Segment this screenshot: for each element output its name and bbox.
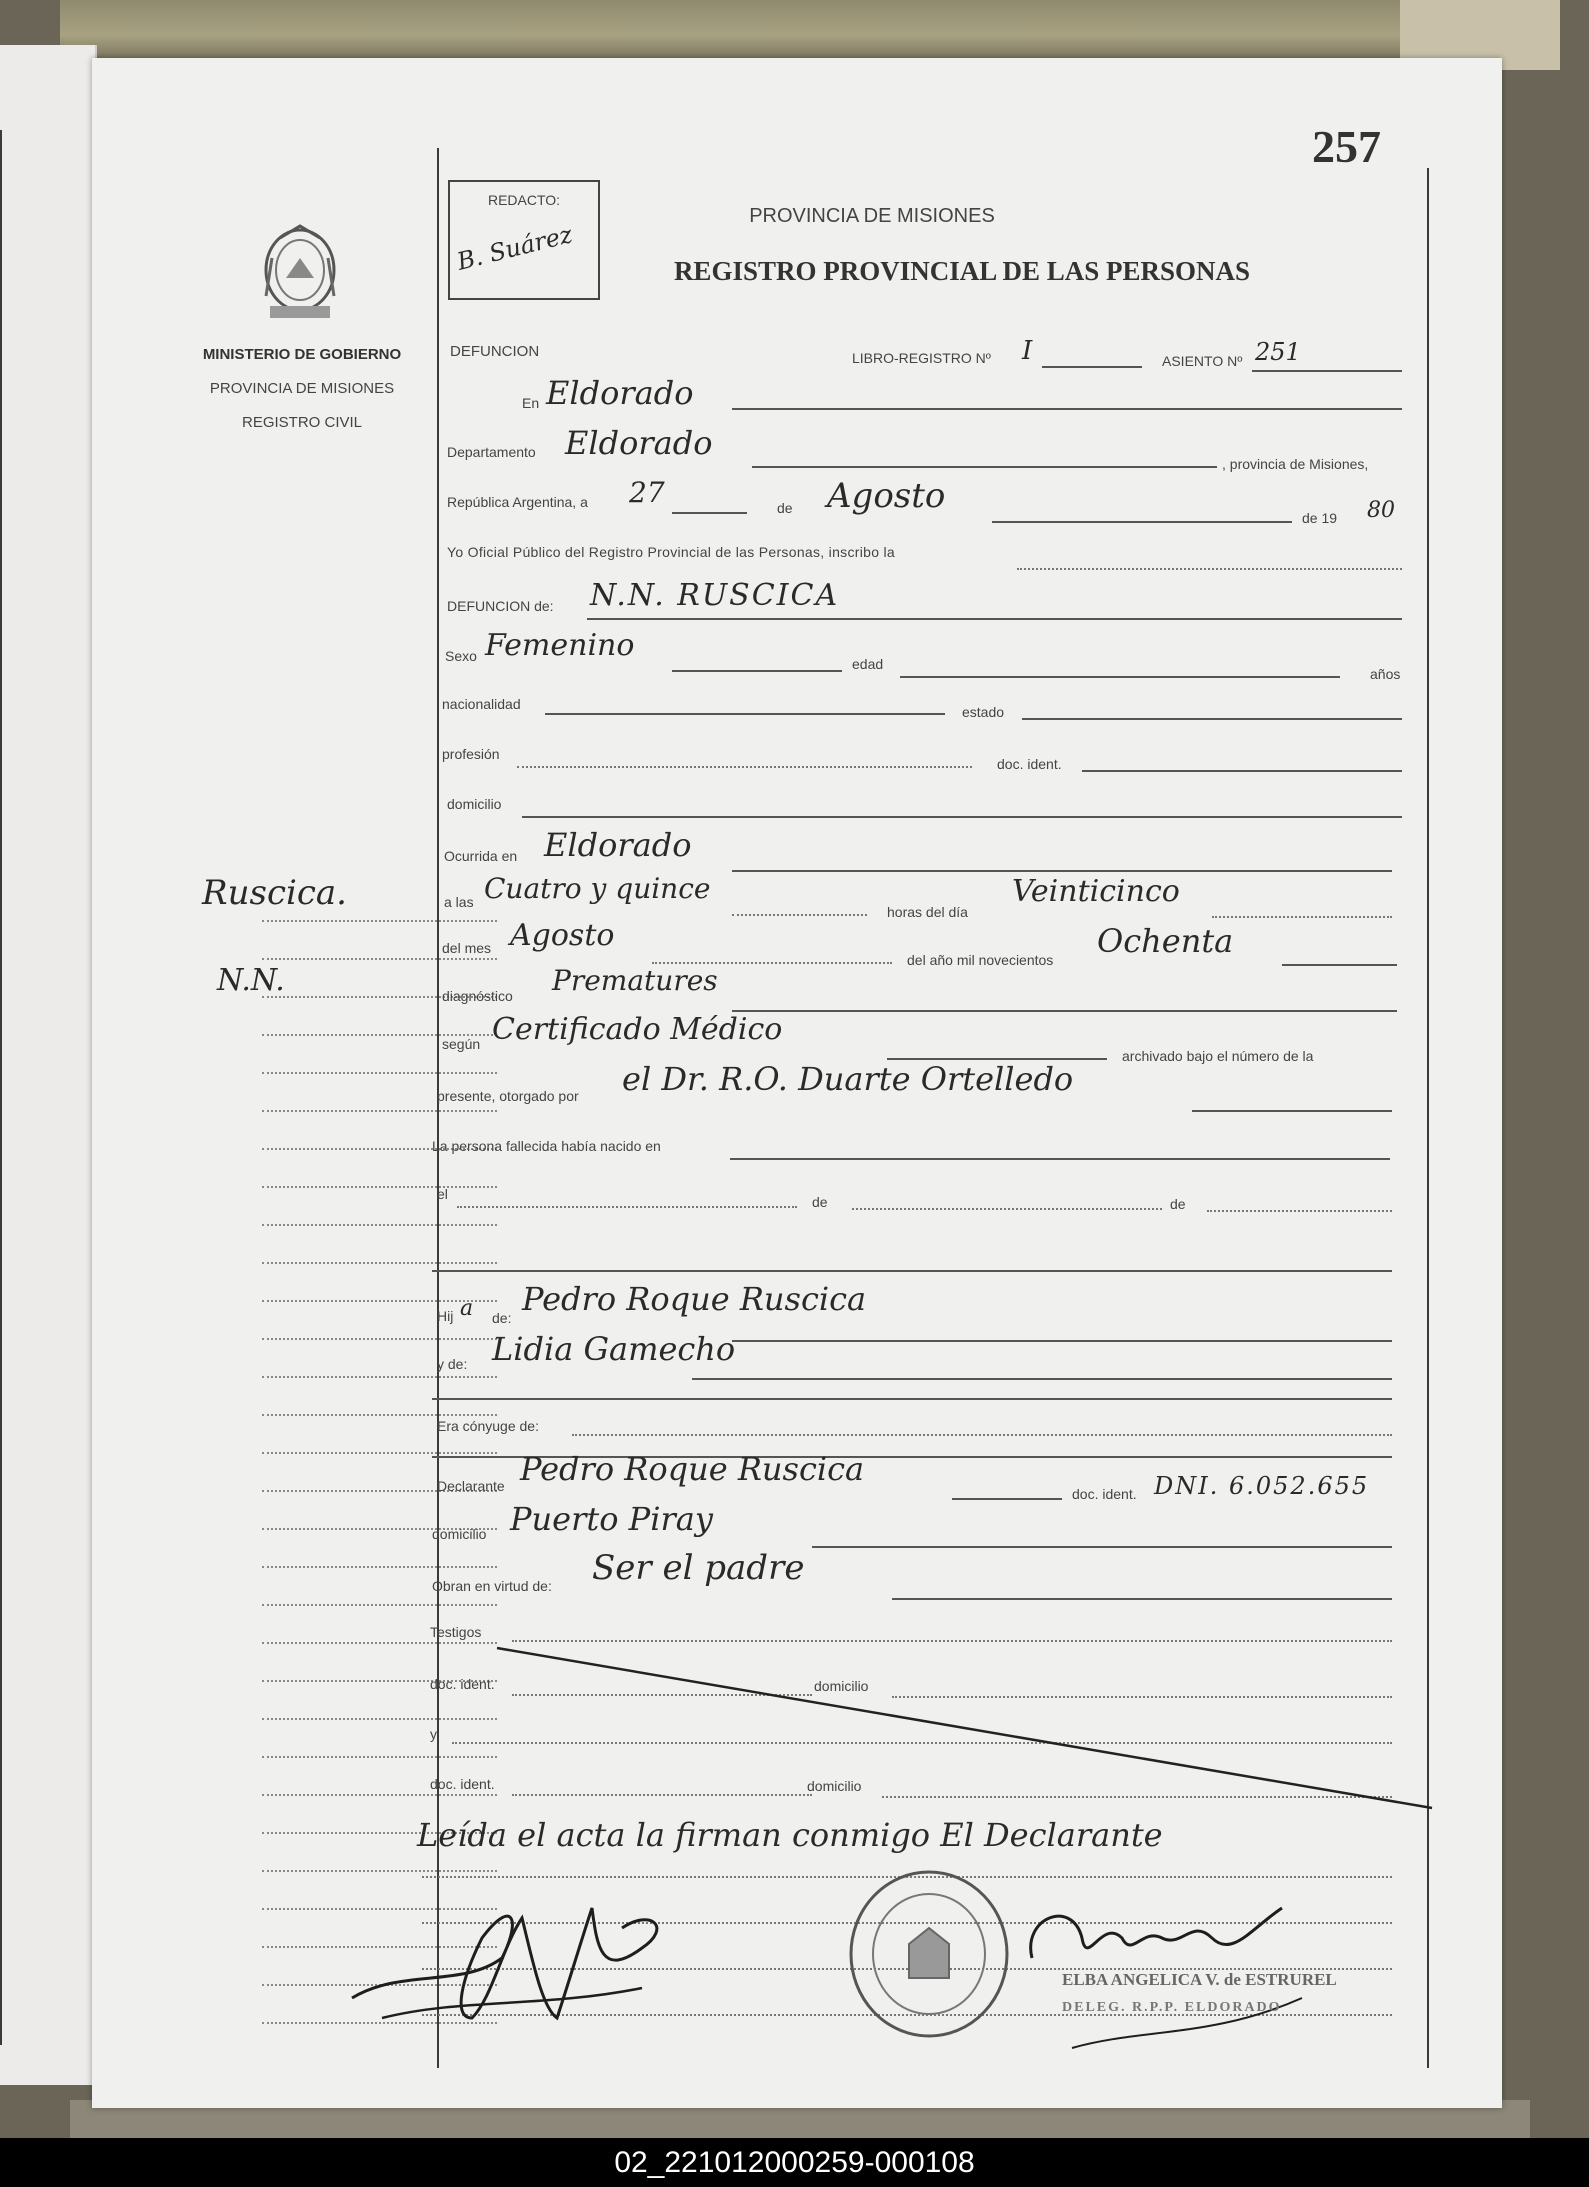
presente-label: presente, otorgado por bbox=[437, 1088, 579, 1104]
redacto-label: REDACTO: bbox=[487, 192, 561, 208]
horas-label: horas del día bbox=[887, 904, 968, 920]
presente-value: el Dr. R.O. Duarte Ortelledo bbox=[622, 1060, 1074, 1098]
filename-caption: 02_221012000259-000108 bbox=[0, 2138, 1589, 2187]
declarante-doc-value: DNI. 6.052.655 bbox=[1154, 1472, 1370, 1500]
nacido-label: La persona fallecida había nacido en bbox=[432, 1138, 661, 1154]
ministry-label: MINISTERIO DE GOBIERNO bbox=[202, 346, 402, 363]
document-page bbox=[92, 58, 1502, 2108]
declarante-doc-label: doc. ident. bbox=[1072, 1486, 1137, 1502]
redacto-value: B. Suárez bbox=[454, 220, 576, 276]
provincia-label: , provincia de Misiones, bbox=[1222, 456, 1369, 472]
defuncion-de-value: N.N. RUSCICA bbox=[590, 578, 840, 613]
day-value: 27 bbox=[629, 476, 665, 509]
anos-label: años bbox=[1370, 666, 1401, 682]
hij-label: Hij bbox=[437, 1308, 454, 1324]
official-seal-stamp bbox=[844, 1866, 1014, 2046]
obran-value: Ser el padre bbox=[592, 1548, 805, 1588]
a-las-value: Cuatro y quince bbox=[484, 872, 711, 905]
a-las-label: a las bbox=[444, 894, 474, 910]
libro-value: I bbox=[1022, 336, 1033, 366]
padre-value: Pedro Roque Ruscica bbox=[522, 1280, 867, 1318]
t-doc-label: doc. ident. bbox=[430, 1676, 495, 1692]
nacionalidad-label: nacionalidad bbox=[442, 696, 521, 712]
margin-name: N.N. bbox=[217, 963, 285, 998]
diagnostico-value: Prematures bbox=[552, 964, 718, 997]
segun-value: Certificado Médico bbox=[492, 1012, 783, 1047]
del-mes-value: Agosto bbox=[510, 918, 615, 953]
diagnostico-label: diagnóstico bbox=[442, 988, 513, 1004]
estado-label: estado bbox=[962, 704, 1005, 720]
testigos-label: Testigos bbox=[430, 1624, 482, 1640]
act-type: DEFUNCION bbox=[450, 343, 540, 360]
oficial-text: Yo Oficial Público del Registro Provincial de las Personas, inscribo la bbox=[447, 544, 895, 560]
ocurrida-value: Eldorado bbox=[544, 826, 692, 864]
domicilio-label: domicilio bbox=[447, 796, 502, 812]
t-dom-label: domicilio bbox=[814, 1678, 869, 1694]
anio-mil-value: Ochenta bbox=[1097, 922, 1234, 960]
anio-mil-label: del año mil novecientos bbox=[907, 952, 1054, 968]
strike-line bbox=[492, 1638, 1452, 1843]
ocurrida-label: Ocurrida en bbox=[444, 848, 518, 864]
hij-de-label: de: bbox=[492, 1310, 512, 1326]
madre-value: Lidia Gamecho bbox=[492, 1330, 736, 1368]
domicilio2-value: Puerto Piray bbox=[510, 1500, 713, 1538]
registry-label: REGISTRO CIVIL bbox=[241, 414, 363, 431]
declarante-label: Declarante bbox=[437, 1478, 505, 1494]
y-label: y bbox=[430, 1726, 437, 1742]
profesion-label: profesión bbox=[442, 746, 500, 762]
page-number: 257 bbox=[1312, 121, 1381, 172]
domicilio2-label: domicilio bbox=[432, 1526, 487, 1542]
archivado-label: archivado bajo el número de la bbox=[1122, 1048, 1314, 1064]
departamento-value: Eldorado bbox=[565, 424, 713, 462]
doc-ident-label: doc. ident. bbox=[997, 756, 1062, 772]
de3-label: de bbox=[1170, 1196, 1186, 1212]
header-province: PROVINCIA DE MISIONES bbox=[749, 205, 995, 227]
en-value: Eldorado bbox=[546, 374, 694, 412]
defuncion-de-label: DEFUNCION de: bbox=[447, 598, 554, 614]
stamp-name: ELBA ANGELICA V. de ESTRUREL bbox=[1062, 1970, 1337, 1989]
hij-suffix: a bbox=[460, 1296, 474, 1321]
de2-label: de bbox=[812, 1194, 828, 1210]
margin-surname: Ruscica. bbox=[202, 873, 347, 913]
book-cover-top bbox=[60, 0, 1460, 58]
asiento-label: ASIENTO Nº bbox=[1162, 353, 1243, 369]
asiento-value: 251 bbox=[1255, 338, 1301, 366]
obran-label: Obran en virtud de: bbox=[432, 1578, 552, 1594]
sexo-value: Femenino bbox=[485, 628, 635, 663]
year-value: 80 bbox=[1367, 498, 1395, 523]
province-label: PROVINCIA DE MISIONES bbox=[209, 380, 395, 397]
left-page bbox=[0, 45, 97, 2085]
t2-dom-label: domicilio bbox=[807, 1778, 862, 1794]
conyuge-label: Era cónyuge de: bbox=[437, 1418, 539, 1434]
stamp-role: DELEG. R.P.P. ELDORADO bbox=[1062, 2000, 1282, 2015]
horas-value: Veinticinco bbox=[1012, 874, 1180, 909]
coat-of-arms-emblem bbox=[250, 218, 350, 333]
closing-text: Leída el acta la firman conmigo El Declarante bbox=[417, 1816, 1163, 1854]
republica-label: República Argentina, a bbox=[447, 494, 588, 510]
header-title: REGISTRO PROVINCIAL DE LAS PERSONAS bbox=[673, 256, 1251, 286]
departamento-label: Departamento bbox=[447, 444, 536, 460]
redacto-box bbox=[448, 180, 600, 300]
month-value: Agosto bbox=[827, 476, 946, 516]
y-de-label: y de: bbox=[437, 1356, 468, 1372]
left-page-margin-line bbox=[0, 130, 2, 2045]
el-label: el bbox=[437, 1186, 448, 1202]
declarante-value: Pedro Roque Ruscica bbox=[520, 1450, 865, 1488]
edad-label: edad bbox=[852, 656, 884, 672]
segun-label: según bbox=[442, 1036, 481, 1052]
en-label: En bbox=[522, 395, 540, 411]
libro-label: LIBRO-REGISTRO Nº bbox=[852, 350, 991, 366]
declarante-signature bbox=[342, 1878, 702, 2043]
de-label: de bbox=[777, 500, 793, 516]
del-mes-label: del mes bbox=[442, 940, 492, 956]
de19-label: de 19 bbox=[1302, 510, 1338, 526]
t2-doc-label: doc. ident. bbox=[430, 1776, 495, 1792]
sexo-label: Sexo bbox=[445, 648, 477, 664]
